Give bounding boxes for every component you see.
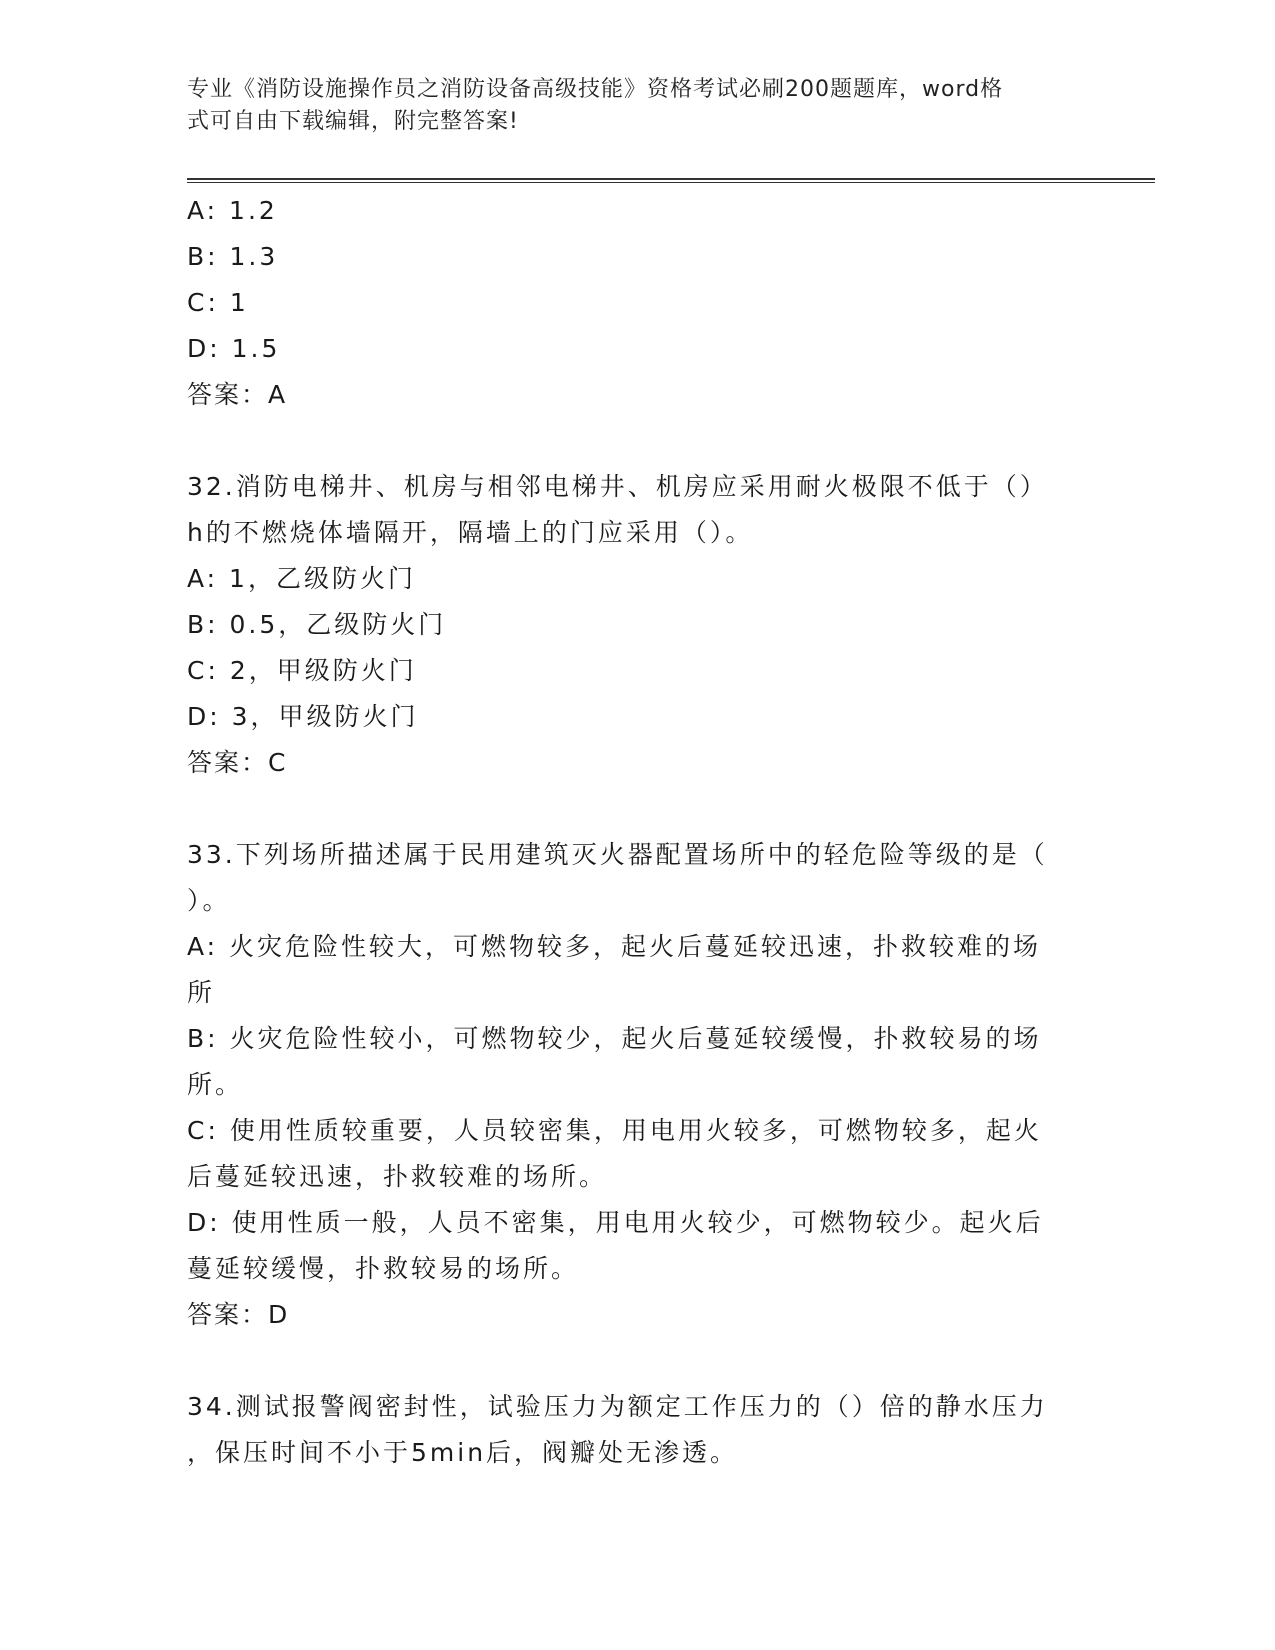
option-c-continued: 后蔓延较迅速，扑救较难的场所。 — [187, 1162, 608, 1191]
question-stem-continued: ，保压时间不小于5min后，阀瓣处无渗透。 — [187, 1438, 739, 1467]
answer-label: 答案： — [187, 1300, 269, 1329]
question-31 — [187, 188, 1087, 418]
answer — [187, 740, 1087, 786]
header-line-1: 专业《消防设施操作员之消防设备高级技能》资格考试必刷200题题库，word格 — [187, 77, 1004, 102]
question-32 — [187, 464, 1087, 786]
option-b: B: 1.3 — [187, 242, 279, 271]
option-a: A: 1，乙级防火门 — [187, 564, 416, 593]
option-d: D: 1.5 — [187, 334, 281, 363]
answer-value: C — [268, 748, 288, 777]
option-c: C: 2，甲级防火门 — [187, 656, 417, 685]
option-d: D: 3，甲级防火门 — [187, 702, 419, 731]
question-stem-continued: h的不燃烧体墙隔开，隔墙上的门应采用（）。 — [187, 518, 754, 547]
header-divider — [187, 178, 1155, 183]
answer-label: 答案： — [187, 380, 269, 409]
answer — [187, 1292, 1087, 1338]
answer-value: D — [268, 1300, 290, 1329]
question-stem: 34.测试报警阀密封性，试验压力为额定工作压力的（）倍的静水压力 — [187, 1392, 1048, 1421]
option-b: B: 火灾危险性较小，可燃物较少，起火后蔓延较缓慢，扑救较易的场 — [187, 1024, 1042, 1053]
option-a: A: 1.2 — [187, 196, 278, 225]
document-body — [187, 188, 1087, 1476]
question-33 — [187, 832, 1087, 1338]
option-d: D: 使用性质一般，人员不密集，用电用火较少，可燃物较少。起火后 — [187, 1208, 1044, 1237]
answer-value: A — [268, 380, 288, 409]
question-stem-continued: ）。 — [187, 886, 231, 915]
option-b: B: 0.5，乙级防火门 — [187, 610, 447, 639]
option-a-continued: 所 — [187, 978, 216, 1007]
option-a: A: 火灾危险性较大，可燃物较多，起火后蔓延较迅速，扑救较难的场 — [187, 932, 1042, 961]
option-c: C: 使用性质较重要，人员较密集，用电用火较多，可燃物较多，起火 — [187, 1116, 1042, 1145]
answer-label: 答案： — [187, 748, 269, 777]
page-header — [187, 74, 1067, 138]
question-34 — [187, 1384, 1087, 1476]
option-b-continued: 所。 — [187, 1070, 244, 1099]
option-c: C: 1 — [187, 288, 249, 317]
question-stem: 33.下列场所描述属于民用建筑灭火器配置场所中的轻危险等级的是（ — [187, 840, 1048, 869]
option-d-continued: 蔓延较缓慢，扑救较易的场所。 — [187, 1254, 580, 1283]
header-line-2: 式可自由下载编辑，附完整答案! — [187, 109, 519, 134]
question-stem: 32.消防电梯井、机房与相邻电梯井、机房应采用耐火极限不低于（） — [187, 472, 1048, 501]
answer — [187, 372, 1087, 418]
